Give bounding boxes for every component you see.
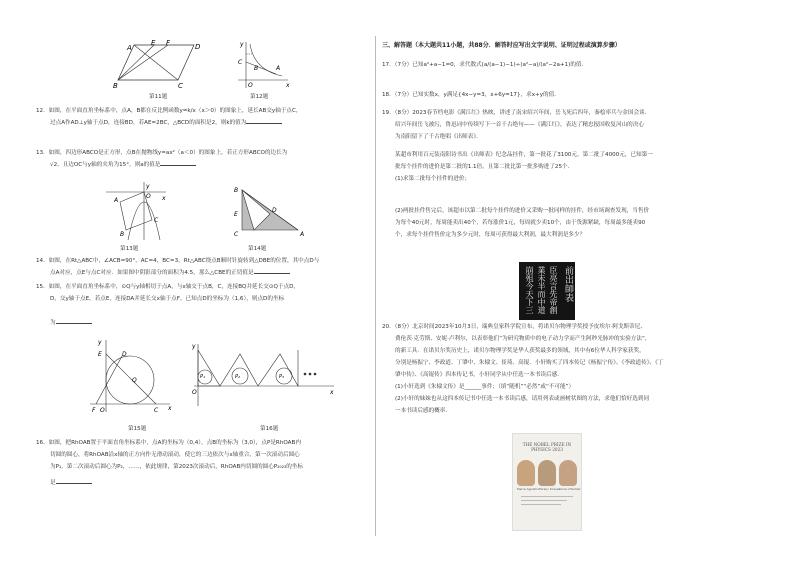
section-3-title: 三、解答题（本大题共11小题，共88分．解答时应写出文字说明、证明过程或演算步骤） xyxy=(382,42,621,49)
citation-line xyxy=(521,504,561,505)
calligraphy-image xyxy=(519,262,575,320)
q13-line1: 13．如图，四边形ABCO是正方形，点B在抛物线y=ax²（a＜0）的图象上，若正方形ABCO的边长为 xyxy=(36,150,288,156)
q12-answer-blank[interactable] xyxy=(246,118,282,124)
q16-line3: 为P₁，第二次滚动后圆心为P₂，……，依此规律，第2023次滚动后，RhOAB内切圆的圆心P₂₀₂₃的坐标 xyxy=(50,464,303,470)
q14-line2: 点A对应，点E与点C对应．如果图中阴影部分的面积为4.5，那么△CBE的正切值是 xyxy=(50,270,254,276)
fig12-label-C: C xyxy=(238,59,243,66)
fig14-label-D: D xyxy=(272,207,277,214)
fig13-label-B: B xyxy=(120,231,125,238)
fig13-label-x: x xyxy=(162,195,166,202)
fig16-label-P3: P₃ xyxy=(279,374,285,380)
nobel-prize-image xyxy=(512,433,582,531)
figure-13-parabola-square xyxy=(100,180,170,242)
nobel-heading: THE NOBEL PRIZE IN PHYSICS 2023 xyxy=(522,442,572,452)
fig11-caption: 第11题 xyxy=(149,94,168,100)
q15-line2: D，交y轴于点E，若点E，连接DA并延长交x轴于点F，已知点D的坐标为（1,6），则点D的坐标 xyxy=(50,296,285,302)
fig14-label-E: E xyxy=(234,211,238,218)
fig12-label-x: x xyxy=(286,82,290,89)
fig14-label-A: A xyxy=(300,231,305,238)
q13-answer-blank[interactable] xyxy=(160,160,196,166)
q14-line1: 14．如图，在Rt△ABC中，∠ACB=90°，AC=4，BC=3，Rt△ABC绕点B顺时针旋转到△DBE的位置，其中点D与 xyxy=(36,258,320,264)
q16-answer-blank[interactable] xyxy=(56,478,92,484)
q20-line1: 20．（8分）北京时间2023年10月3日，瑞典皇家科学院宣布，将诺贝尔物理学奖授予皮埃尔·阿戈斯蒂尼、 xyxy=(382,324,646,330)
fig11-label-A: A xyxy=(127,44,132,52)
fig12-label-y: y xyxy=(240,41,244,48)
laureate-portrait-3 xyxy=(559,460,577,486)
figure-15-circle-tangent xyxy=(86,334,174,414)
fig16-label-O: O xyxy=(192,389,197,396)
q19-line2: 绍兴年间岳飞被污，鲁迅词中传续写下一首千古绝句——《满江红》，表达了精忠报国收复河山的决心 xyxy=(395,122,644,128)
column-divider xyxy=(375,36,376,536)
fig15-label-C: C xyxy=(154,407,159,414)
fig15-label-x: x xyxy=(168,405,172,412)
q14-answer-blank[interactable] xyxy=(254,268,290,274)
figure-12-hyperbola xyxy=(232,40,292,92)
fig12-label-B: B xyxy=(254,65,259,72)
fig14-label-B: B xyxy=(234,187,239,194)
laureate-portrait-2 xyxy=(538,460,556,486)
q16-line2: 切圆的圆心，将RhOAB沿x轴的正方向作无滑动滚动，使它的三边依次与x轴重合，第一次滚动后圆心 xyxy=(50,452,300,458)
laureate-name-2: Ferenc Krausz xyxy=(539,487,561,491)
q20-line4: 分别是杨振宁、李政道、丁肇中、朱棣文、崔琦、高锟．小轩购买了四本传记《杨振宁传》、《李政道传》、《丁 xyxy=(395,360,664,366)
laureate-name-3: Anne L'Huillier xyxy=(559,487,581,491)
q17-text: 17．（7分）已知a²+a−1=0，求代数式(a/(a−1)−1)÷(a²−a)/(a²−2a+1)的值． xyxy=(382,62,588,68)
q16-line4: 是 xyxy=(50,480,56,486)
q15-line3: 为 xyxy=(50,320,56,326)
q19-line5: 批每个挂件的进价是第二批的1.1倍，且第二批比第一批多购进了25个． xyxy=(395,164,574,170)
citation-line xyxy=(521,500,567,501)
fig14-caption: 第14题 xyxy=(248,246,267,252)
fig16-label-y: y xyxy=(192,343,196,350)
fig11-label-E: E xyxy=(151,39,156,47)
fig11-label-D: D xyxy=(195,43,201,51)
laureate-portrait-1 xyxy=(517,460,535,486)
fig15-label-E: E xyxy=(98,351,102,358)
fig16-label-x: x xyxy=(330,389,334,396)
laureate-name-1: Pierre Agostini xyxy=(517,487,539,491)
q12-line1: 12．如图，在平面直角坐标系中，点A，B都在反比例函数y=k/x（x＞0）的图象上，延长AB交y轴于点C， xyxy=(36,108,302,114)
q20-part1: (1)小轩选到《朱棣文传》是______事件；（填“随机”“必然”或“不可能”） xyxy=(395,384,575,390)
fig13-label-O: O xyxy=(146,193,151,200)
fig13-caption: 第13题 xyxy=(120,246,139,252)
calligraphy-col-3: 業未半而中道 xyxy=(537,266,546,314)
fig15-label-y: y xyxy=(98,339,102,346)
fig15-caption: 第15题 xyxy=(128,426,147,432)
q20-line3: 的新工具．在诺贝尔奖历史上，诺贝尔物理学奖是华人获奖最多的领域，其中有6位华人科学家获奖， xyxy=(395,348,645,354)
figure-11-parallelogram xyxy=(112,38,202,90)
q19-line1: 19．（8分）2023春节档电影《满江红》热映，讲述了南宋绍兴年间，岳飞死后四年，秦桧率兵与金国会谈． xyxy=(382,110,651,116)
fig11-label-C: C xyxy=(178,82,183,90)
fig16-label-P2: P₂ xyxy=(235,374,241,380)
q20-part2: (2)小轩的妹妹也从这四本传记书中任选一本书读后感，请用列表或画树状图的方法，求他们恰好选到同 xyxy=(395,396,650,402)
fig15-label-F: F xyxy=(92,407,96,414)
q20-line8: 一本书读后感的概率． xyxy=(395,408,451,414)
fig12-label-O: O xyxy=(248,82,253,89)
q15-answer-blank[interactable] xyxy=(56,318,92,324)
fig15-label-Q: Q xyxy=(132,377,137,384)
calligraphy-col-4: 崩殂今天下三 xyxy=(525,266,534,314)
fig15-label-D: D xyxy=(122,351,127,358)
calligraphy-col-1: 前出師表 xyxy=(563,266,573,302)
q12-line2: 过点A作AD⊥y轴于点D，连接BD，若AE=2BC，△BCD的面积是2，则k的值为 xyxy=(50,120,247,126)
q19-line7: 为每个40元时，每周能卖出40个，若每涨价1元，每周就少卖10个，由于货源紧缺，每周最多能卖90 xyxy=(395,220,646,226)
q18-text: 18．（7分）已知实数x，y满足{4x−y=3，x+6y=17}，求x+y的值． xyxy=(382,92,560,98)
fig15-label-O: O xyxy=(100,407,105,414)
q19-line8: 个，求每个挂件售价定为多少元时，每周可获得最大利润，最大利润是多少？ xyxy=(395,232,586,238)
q19-line6: (2)两批挂件售完后，该超市以第二批每个挂件的进价又采购一批同样的挂件，经市场调查发现，当售价 xyxy=(395,208,650,214)
calligraphy-col-2: 臣亮言先帝創 xyxy=(549,266,558,314)
fig13-label-A: A xyxy=(114,197,119,204)
q13-line2: √2，且边OC与y轴的夹角为15°，则a的值是 xyxy=(50,162,161,168)
q15-line1: 15．如图，在平面直角坐标系中，⊙Q与y轴相切于点A，与x轴交于点B，C，连接BQ并延长交⊙Q于点D， xyxy=(36,284,300,290)
figure-14-rotated-triangle xyxy=(230,182,310,238)
fig13-label-y: y xyxy=(146,183,150,190)
q20-line2: 费伦茨·克劳斯、安妮·卢利尔，以表彰他们“为研究物质中的电子动力学而产生阿秒光脉冲的实验方法”， xyxy=(395,336,651,342)
fig16-label-P1: P₁ xyxy=(200,374,206,380)
fig13-label-C: C xyxy=(154,217,159,224)
figure-16-rolling-triangle xyxy=(188,340,338,410)
citation-line xyxy=(521,496,573,497)
fig16-caption: 第16题 xyxy=(260,426,279,432)
fig11-label-F: F xyxy=(166,39,171,47)
q16-line1: 16．如图，把RhOAB置于平面直角坐标系中，点A的坐标为（0,4），点B的坐标为（3,0），点P是RhOAB内 xyxy=(36,440,301,446)
q19-part1: (1)求第二批每个挂件的进价； xyxy=(395,176,471,182)
fig12-caption: 第12题 xyxy=(250,94,269,100)
q20-line5: 肇中传》、《高锟传》四本传记书，小轩同学从中任选一本书读后感． xyxy=(395,372,563,378)
q19-line4: 某超市利用百元装南阳诗书出《出师表》纪念品挂件，第一批花了3100元，第二批了4000元，已知第一 xyxy=(395,152,653,158)
q19-line3: 为南阳留下了千古绝唱《出师表》． xyxy=(395,134,482,140)
fig14-label-C: C xyxy=(234,231,239,238)
fig11-label-B: B xyxy=(113,82,118,90)
fig12-label-A: A xyxy=(276,65,281,72)
